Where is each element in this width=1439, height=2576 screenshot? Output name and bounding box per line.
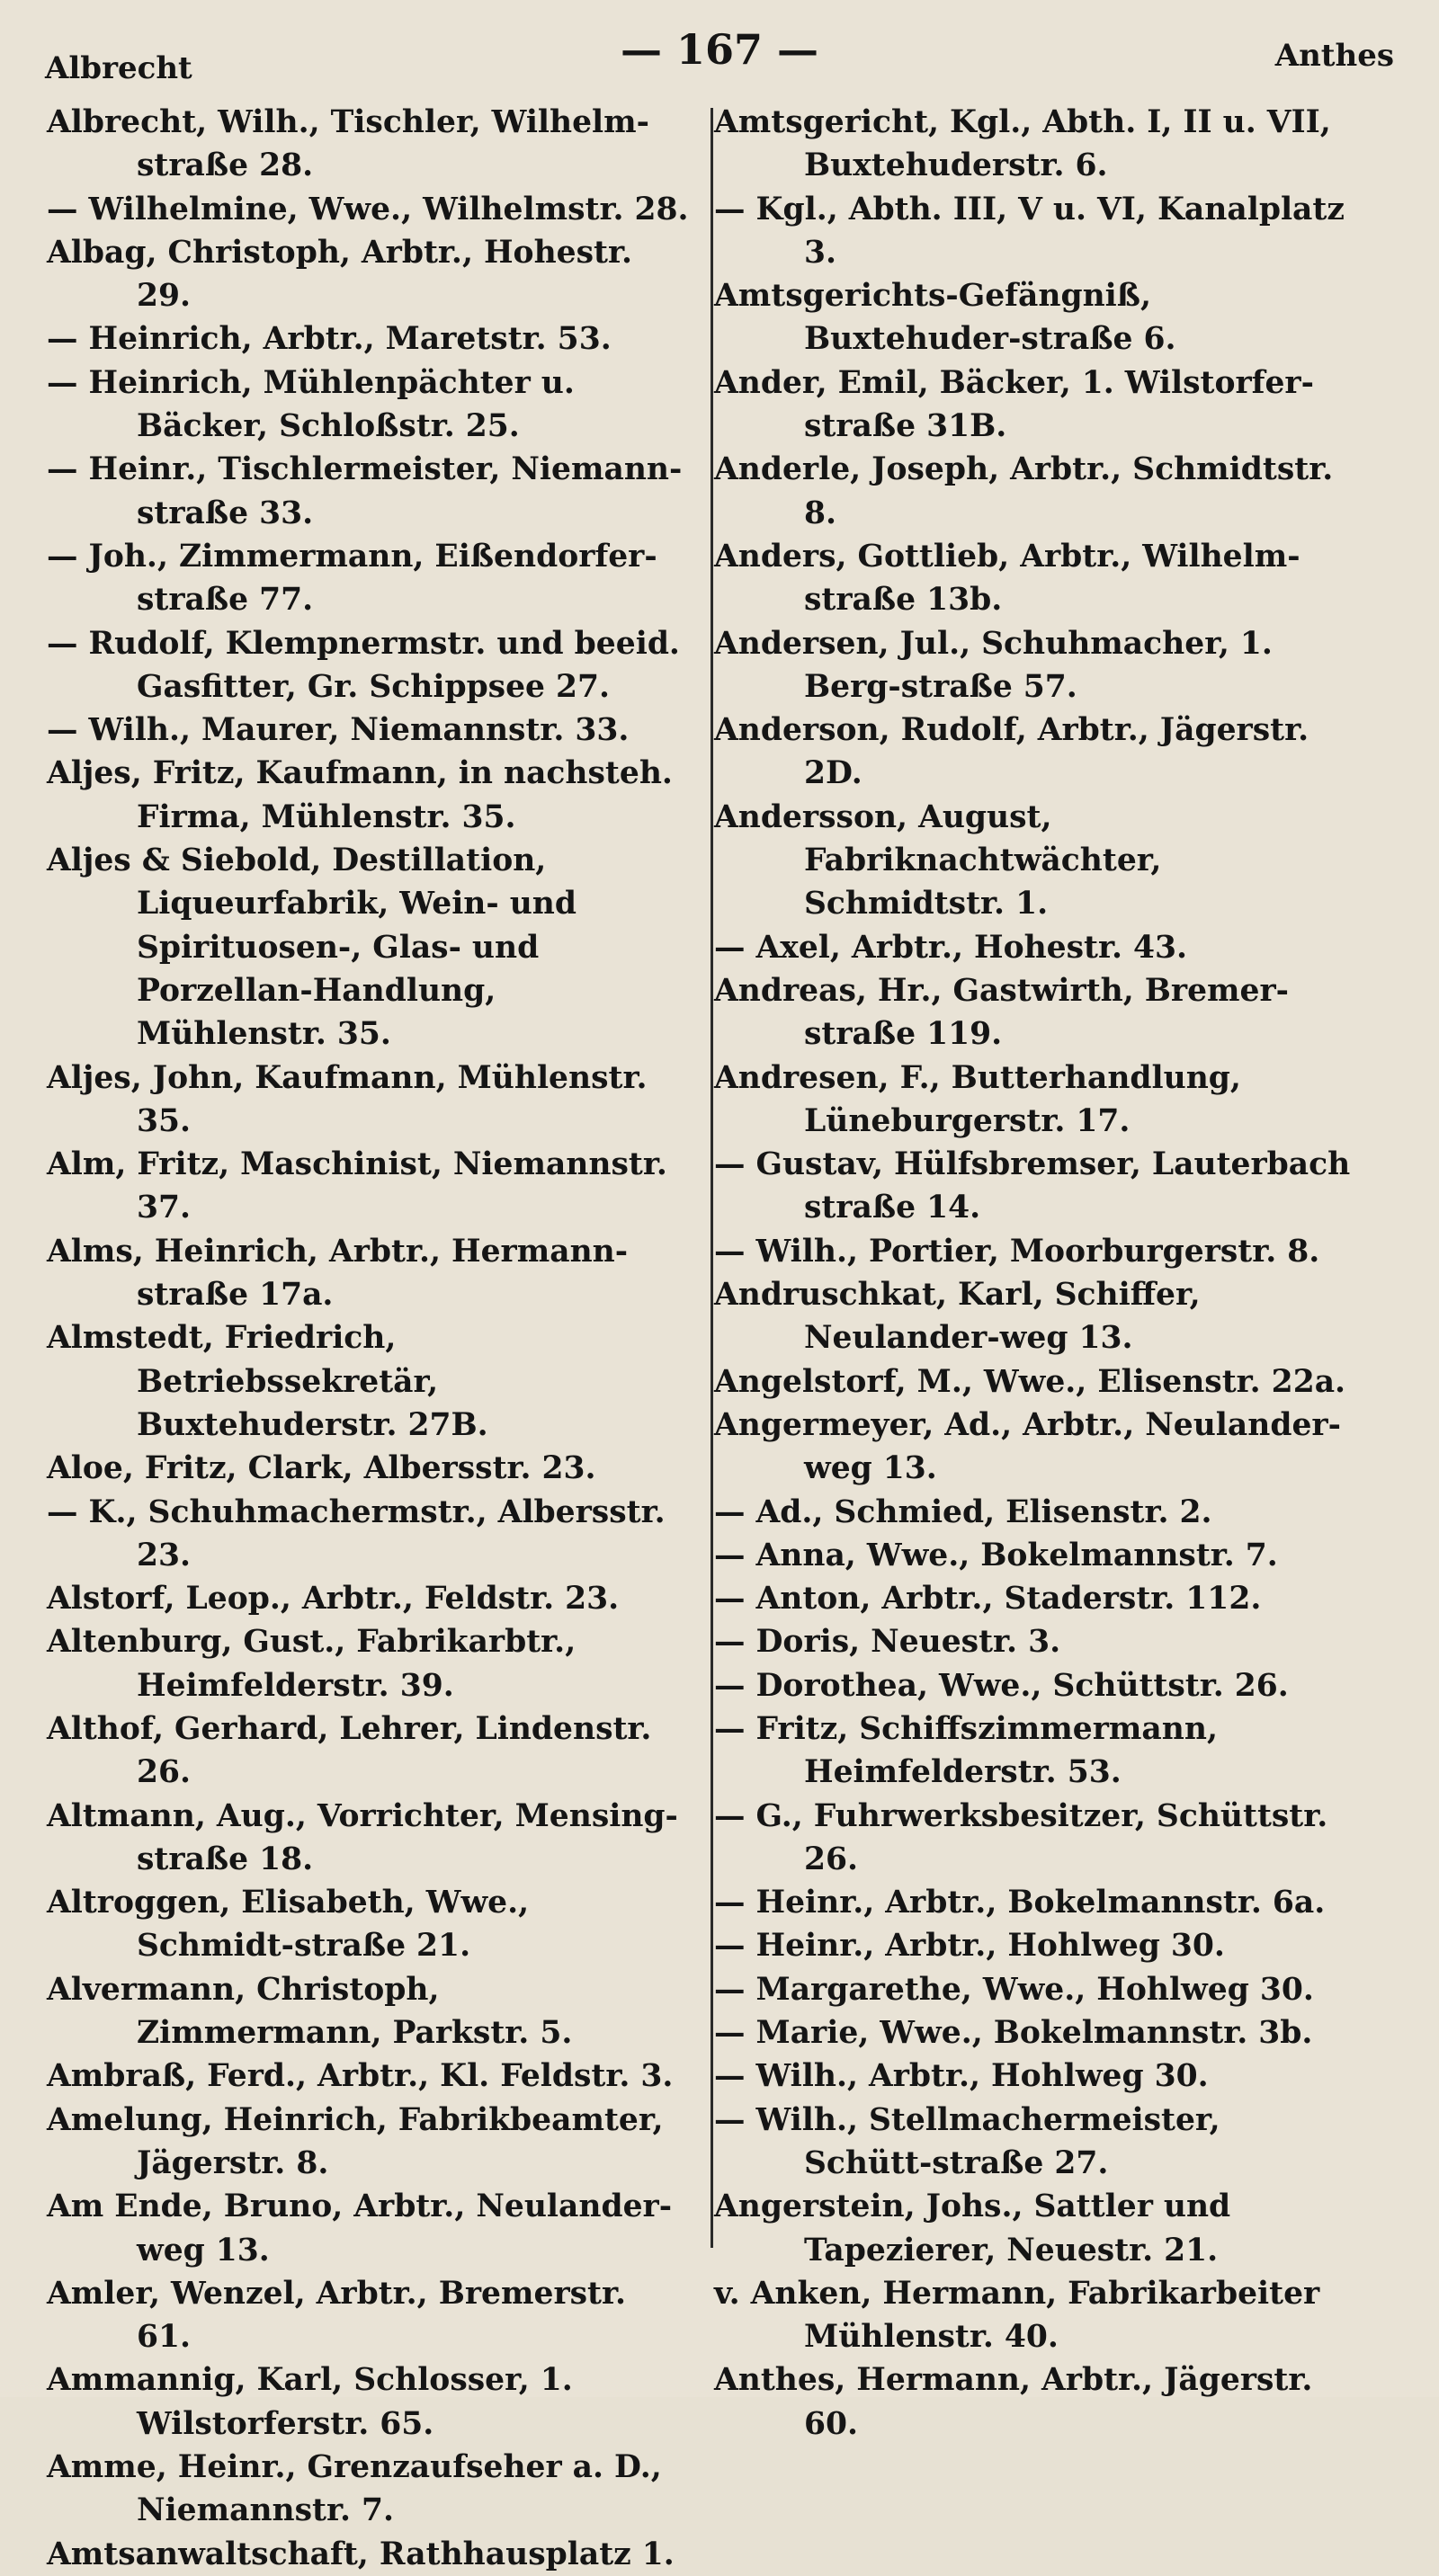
directory-entry: — K., Schuhmachermstr., Albersstr. 23. bbox=[47, 1493, 666, 1573]
directory-entry: Althof, Gerhard, Lehrer, Lindenstr. 26. bbox=[47, 1710, 652, 1791]
directory-entry: Am Ende, Bruno, Arbtr., Neulander-weg 13. bbox=[47, 2188, 673, 2268]
directory-entry: Albrecht, Wilh., Tischler, Wilhelm-straße 28. bbox=[47, 104, 649, 184]
directory-entry: Anderle, Joseph, Arbtr., Schmidtstr. 8. bbox=[714, 451, 1334, 531]
directory-entry: Anderson, Rudolf, Arbtr., Jägerstr. 2D. bbox=[714, 712, 1309, 792]
directory-entry: Andersen, Jul., Schuhmacher, 1. Berg-straße 57. bbox=[714, 625, 1273, 705]
directory-entry: — Heinr., Tischlermeister, Niemann-straße 33. bbox=[47, 451, 683, 531]
directory-entry: — Wilh., Portier, Moorburgerstr. 8. bbox=[714, 1233, 1320, 1270]
directory-entry: — Kgl., Abth. III, V u. VI, Kanalplatz 3. bbox=[714, 191, 1345, 271]
directory-entry: — Anton, Arbtr., Staderstr. 112. bbox=[714, 1581, 1262, 1618]
directory-entry: — Heinrich, Arbtr., Maretstr. 53. bbox=[47, 321, 612, 358]
directory-entry: — Axel, Arbtr., Hohestr. 43. bbox=[714, 929, 1188, 966]
directory-entry: — Heinr., Arbtr., Hohlweg 30. bbox=[714, 1928, 1225, 1965]
directory-entry: Albag, Christoph, Arbtr., Hohestr. 29. bbox=[47, 234, 632, 315]
directory-entry: — Wilh., Stellmachermeister, Schütt-straße 27. bbox=[714, 2101, 1220, 2181]
directory-entry: Alms, Heinrich, Arbtr., Hermann-straße 17a. bbox=[47, 1233, 629, 1314]
directory-entry: Altroggen, Elisabeth, Wwe., Schmidt-straße 21. bbox=[47, 1885, 530, 1965]
directory-entry: Angermeyer, Ad., Arbtr., Neulander-weg 13. bbox=[714, 1406, 1341, 1487]
directory-entry: — Heinr., Arbtr., Bokelmannstr. 6a. bbox=[714, 1885, 1326, 1921]
directory-entry: — Doris, Neuestr. 3. bbox=[714, 1624, 1061, 1661]
directory-entry: Alm, Fritz, Maschinist, Niemannstr. 37. bbox=[47, 1146, 667, 1226]
directory-entry: Alvermann, Christoph, Zimmermann, Parkstr. 5. bbox=[47, 1971, 573, 2052]
directory-entry: — Joh., Zimmermann, Eißendorfer-straße 77. bbox=[47, 538, 657, 619]
left-column bbox=[47, 101, 690, 2572]
directory-entry: — Wilh., Maurer, Niemannstr. 33. bbox=[47, 712, 630, 749]
header-last-entry: Anthes bbox=[1274, 38, 1394, 74]
directory-entry: — Wilhelmine, Wwe., Wilhelmstr. 28. bbox=[47, 191, 689, 227]
directory-entry: — Fritz, Schiffszimmermann, Heimfelderstr. 53. bbox=[714, 1710, 1218, 1791]
directory-entry: — Anna, Wwe., Bokelmannstr. 7. bbox=[714, 1537, 1278, 1573]
directory-entry: Anthes, Hermann, Arbtr., Jägerstr. 60. bbox=[714, 2362, 1313, 2442]
directory-entry: Amtsgerichts-Gefängniß, Buxtehuder-straße 6. bbox=[714, 278, 1176, 358]
directory-entry: — Gustav, Hülfsbremser, Lauterbach straße 14. bbox=[714, 1146, 1351, 1226]
directory-entry: Altmann, Aug., Vorrichter, Mensing-straße 18. bbox=[47, 1797, 678, 1877]
directory-entry: — Heinrich, Mühlenpächter u. Bäcker, Schloßstr. 25. bbox=[47, 364, 575, 445]
directory-entry: Amme, Heinr., Grenzaufseher a. D., Niemannstr. 7. bbox=[47, 2449, 662, 2529]
directory-entry: — Ad., Schmied, Elisenstr. 2. bbox=[714, 1493, 1212, 1530]
page-header bbox=[45, 20, 1394, 86]
directory-entry: Aljes & Siebold, Destillation, Liqueurfabrik, Wein- und Spirituosen-, Glas- und Porzellan-Handlung, Mühlenstr. 35. bbox=[47, 842, 576, 1053]
directory-entry: v. Anken, Hermann, Fabrikarbeiter Mühlenstr. 40. bbox=[714, 2275, 1320, 2356]
directory-entry: Andersson, August, Fabriknachtwächter, Schmidtstr. 1. bbox=[714, 798, 1162, 923]
header-first-entry: Albrecht bbox=[45, 50, 192, 86]
directory-entry: Aloe, Fritz, Clark, Albersstr. 23. bbox=[47, 1450, 596, 1487]
directory-entry: Andruschkat, Karl, Schiffer, Neulander-weg 13. bbox=[714, 1277, 1201, 1357]
directory-entry: Andresen, F., Butterhandlung, Lüneburgerstr. 17. bbox=[714, 1059, 1241, 1139]
directory-entry: Ambraß, Ferd., Arbtr., Kl. Feldstr. 3. bbox=[47, 2058, 674, 2095]
directory-entry: — Rudolf, Klempnermstr. und beeid. Gasfitter, Gr. Schippsee 27. bbox=[47, 625, 680, 705]
directory-entry: — G., Fuhrwerksbesitzer, Schüttstr. 26. bbox=[714, 1797, 1328, 1877]
directory-entry: Aljes, Fritz, Kaufmann, in nachsteh. Firma, Mühlenstr. 35. bbox=[47, 755, 673, 835]
directory-entry: — Dorothea, Wwe., Schüttstr. 26. bbox=[714, 1667, 1289, 1704]
directory-entry: — Marie, Wwe., Bokelmannstr. 3b. bbox=[714, 2015, 1313, 2052]
directory-entry: Ander, Emil, Bäcker, 1. Wilstorfer-straße 31B. bbox=[714, 364, 1314, 445]
directory-entry: Amtsgericht, Kgl., Abth. I, II u. VII, Buxtehuderstr. 6. bbox=[714, 104, 1331, 184]
directory-entry: — Margarethe, Wwe., Hohlweg 30. bbox=[714, 1971, 1314, 2008]
directory-entry: Aljes, John, Kaufmann, Mühlenstr. 35. bbox=[47, 1059, 648, 1139]
directory-entry: Amler, Wenzel, Arbtr., Bremerstr. 61. bbox=[47, 2275, 626, 2356]
page-number: — 167 — bbox=[620, 25, 819, 74]
directory-entry: Altenburg, Gust., Fabrikarbtr., Heimfelderstr. 39. bbox=[47, 1624, 576, 1704]
directory-entry: Ammannig, Karl, Schlosser, 1. Wilstorferstr. 65. bbox=[47, 2362, 573, 2442]
directory-entry: Amelung, Heinrich, Fabrikbeamter, Jägerstr. 8. bbox=[47, 2101, 664, 2181]
directory-entry: Alstorf, Leop., Arbtr., Feldstr. 23. bbox=[47, 1581, 620, 1618]
directory-entry: — Wilh., Arbtr., Hohlweg 30. bbox=[714, 2058, 1209, 2095]
directory-entry: Amtsanwaltschaft, Rathhausplatz 1. bbox=[47, 2536, 675, 2572]
directory-entry: Angelstorf, M., Wwe., Elisenstr. 22a. bbox=[714, 1363, 1346, 1400]
directory-entry: Almstedt, Friedrich, Betriebssekretär, Buxtehuderstr. 27B. bbox=[47, 1320, 488, 1443]
directory-entry: Anders, Gottlieb, Arbtr., Wilhelm-straße 13b. bbox=[714, 538, 1300, 619]
directory-entry: Angerstein, Johs., Sattler und Tapezierer, Neuestr. 21. bbox=[714, 2188, 1231, 2268]
directory-entry: Andreas, Hr., Gastwirth, Bremer-straße 119. bbox=[714, 972, 1289, 1053]
right-column bbox=[714, 101, 1357, 2442]
columns bbox=[47, 101, 1351, 2572]
